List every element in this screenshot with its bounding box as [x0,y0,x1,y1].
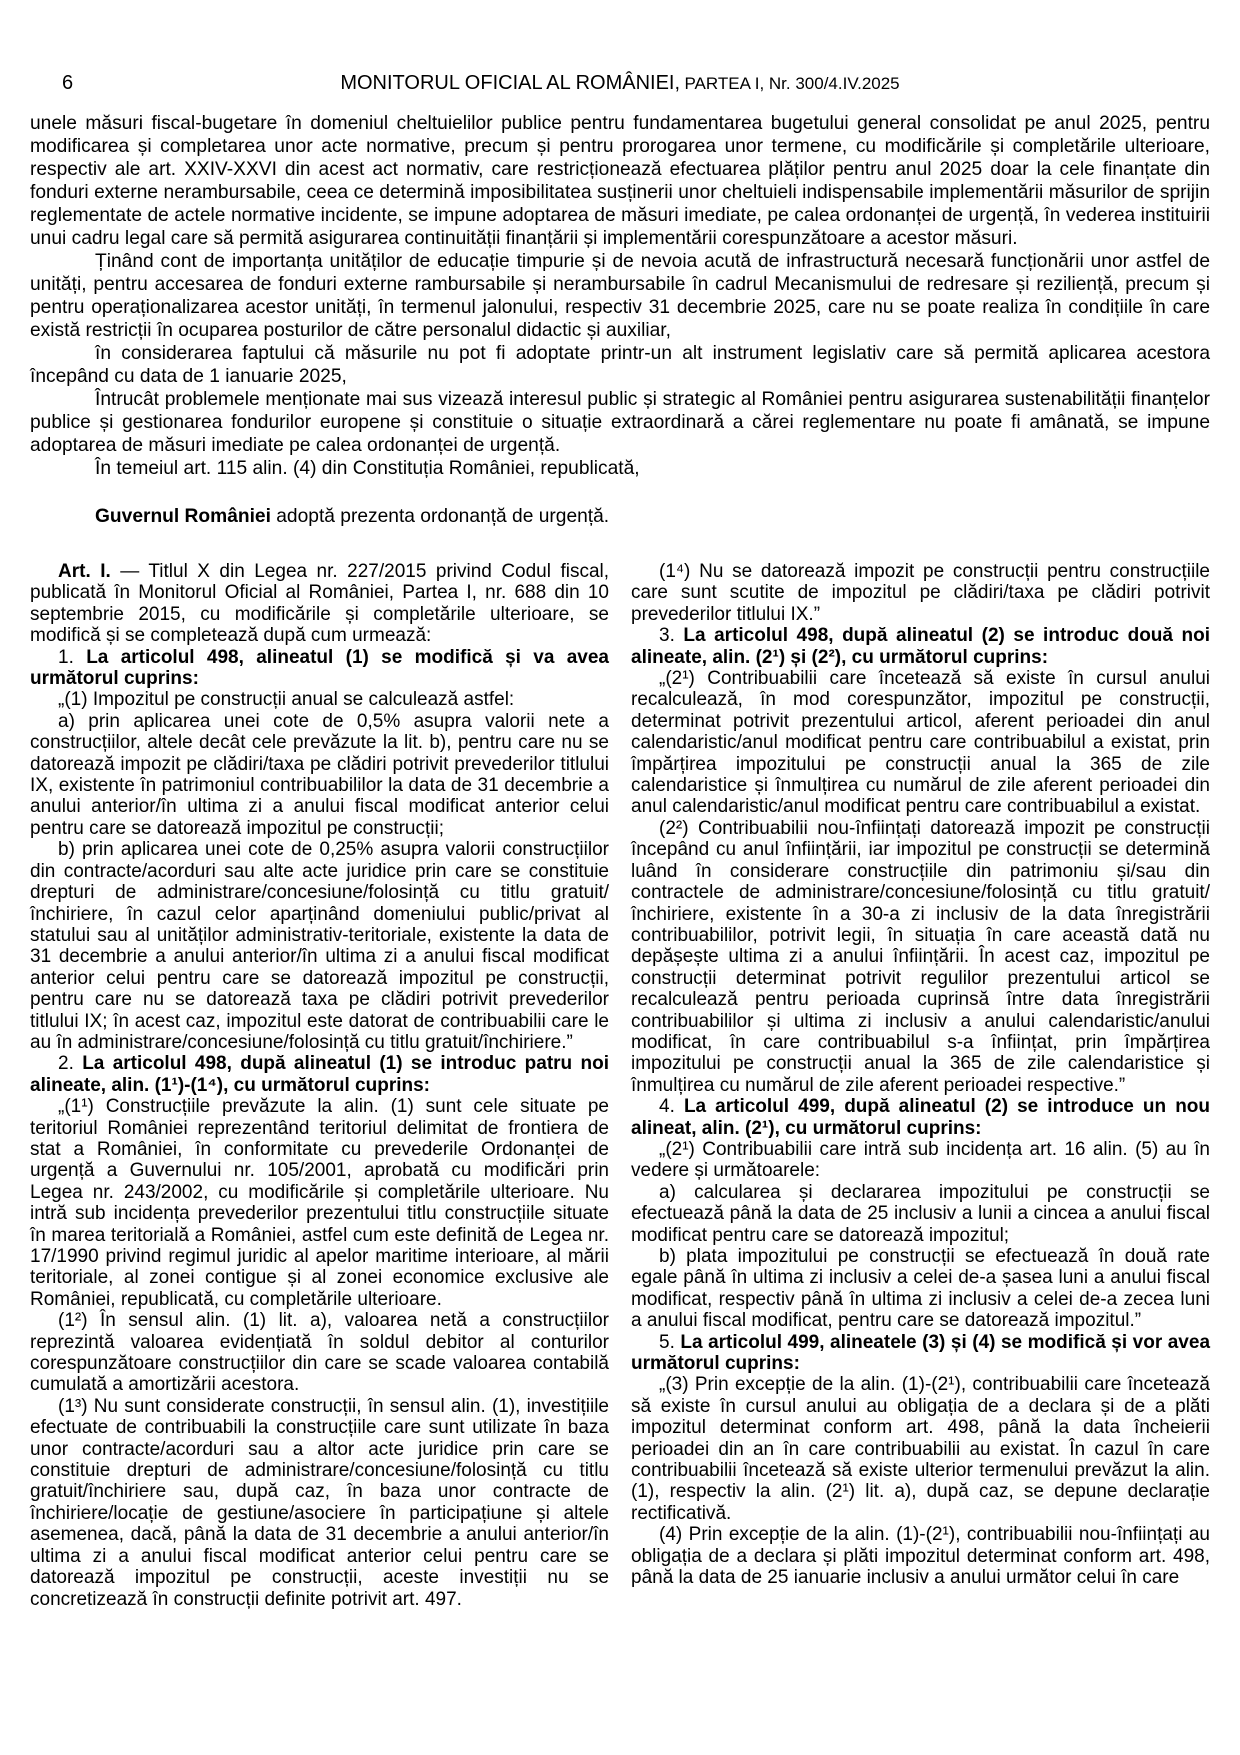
header-title: MONITORUL OFICIAL AL ROMÂNIEI, [340,72,681,94]
item-number: 1. [58,646,74,668]
page-number: 6 [62,72,74,94]
item-heading [30,1053,609,1096]
header-issue: PARTEA I, Nr. 300/4.IV.2025 [684,74,900,93]
paragraph: „(3) Prin excepție de la alin. (1)-(2¹), contribuabilii care încetează să existe în cursul anului au obligația de a declara și de a plăti impozitul determinat conform art. 498, până la data încheierii perioadei din an în care contribuabilii au existat. În cazul în care contribuabilii încetează să existe ulterior termenului prevăzut la alin. (1), respectiv la alin. (2¹) lit. a), după caz, se depune declarație rectificativă. [631,1374,1210,1524]
paragraph: a) prin aplicarea unei cote de 0,5% asupra valorii nete a construcțiilor, altele decât cele prevăzute la lit. b), pentru care nu se datorează impozit pe clădiri/taxa pe clădiri potrivit prevederilor titlului IX, existente în patrimoniul contribuabililor la data de 31 decembrie a anului anterior/în ultima zi a anului fiscal modificat anterior celui pentru care se datorează impozitul pe construcții; [30,710,609,839]
paragraph: a) calcularea și declararea impozitului pe construcții se efectuează până la data de 25 inclusiv a lunii a cincea a anului fiscal modificat pentru care se datorează impozitul; [631,1181,1210,1246]
right-column [631,561,1210,1610]
paragraph: (1³) Nu sunt considerate construcții, în sensul alin. (1), investițiile efectuate de contribuabili la construcțiile care sunt utilizate în baza unor contracte/acorduri sau a altor acte juridice prin care se constituie drepturi de administrare/concesiune/folosință cu titlu gratuit/închiriere sau, după caz, în baza unor contracte de închiriere/locație de gestiune/asociere în participațiune și altele asemenea, dacă, până la data de 31 decembrie a anului anterior/în ultima zi a anului fiscal modificat anterior celui pentru care se datorează impozitul pe construcții, aceste investiții nu se concretizează în construcții definite potrivit art. 497. [30,1395,609,1610]
item-text: La articolul 499, după alineatul (2) se introduce un nou alineat, alin. (2¹), cu următorul cuprins: [631,1096,1211,1139]
paragraph: „(1¹) Construcțiile prevăzute la alin. (1) sunt cele situate pe teritoriul României reprezentând teritoriul delimitat de frontiera de stat a României, în conformitate cu prevederile Ordonanței de urgență a Guvernului nr. 105/2001, aprobată cu modificări prin Legea nr. 243/2002, cu modificările și completările ulterioare. Nu intră sub incidența prevederilor prezentului titlu construcțiile situate în marea teritorială a României, astfel cum este definită de Legea nr. 17/1990 privind regimul juridic al apelor maritime interioare, al mării teritoriale, al zonei contigue și al zonei economice exclusive ale României, republicată, cu completările ulterioare. [30,1096,609,1310]
item-number: 3. [659,625,675,647]
item-heading [631,625,1210,668]
paragraph: „(2¹) Contribuabilii care încetează să existe în cursul anului recalculează, în mod corespunzător, impozitul pe construcții, determinat potrivit prezentului articol, aferent perioadei din anul calendaristic/anul modificat pentru care contribuabilul a existat, prin împărțirea impozitului pe construcții anual la 365 de zile calendaristice și înmulțirea cu numărul de zile aferent perioadei din anul calendaristic/anul modificat pentru care contribuabilul a existat. [631,668,1210,818]
enacting-clause [30,505,1210,528]
preamble-paragraph: Ținând cont de importanța unităților de educație timpurie și de nevoia acută de infrastructură necesară funcționării unor astfel de unități, pentru accesarea de fonduri externe rambursabile și nerambursabile în cadrul Mecanismului de redresare și reziliență, precum și pentru operaționalizarea acestor unități, în termenul jalonului, respectiv 31 decembrie 2025, care nu se poate realiza în condițiile în care există restricții în ocuparea posturilor de către personalul didactic și auxiliar, [30,251,1210,341]
paragraph: (4) Prin excepție de la alin. (1)-(2¹), contribuabilii nou-înființați au obligația de a declara și plăti impozitul determinat conform art. 498, până la data de 25 ianuarie inclusiv a anului următor celui în care [631,1524,1210,1589]
item-text: La articolul 498, după alineatul (2) se introduc două noi alineate, alin. (2¹) și (2²), cu următorul cuprins: [631,625,1211,668]
preamble-paragraph: În temeiul art. 115 alin. (4) din Constituția României, republicată, [95,458,640,479]
left-column [30,561,609,1610]
article-paragraph [30,561,609,647]
item-text: La articolul 498, după alineatul (1) se introduc patru noi alineate, alin. (1¹)-(1⁴), cu următorul cuprins: [30,1053,609,1096]
item-text: La articolul 498, alineatul (1) se modifică și va avea următorul cuprins: [30,646,609,690]
paragraph: „(2¹) Contribuabilii care intră sub incidența art. 16 alin. (5) au în vedere și următoarele: [631,1138,1210,1182]
article-label: Art. I. [58,561,111,582]
page-header [0,72,1240,95]
article-text: — Titlul X din Legea nr. 227/2015 privind Codul fiscal, publicată în Monitorul Oficial al României, Partea I, nr. 688 din 10 septembrie 2015, cu modificările și completările ulterioare, se modifică și se completează după cum urmează: [30,561,610,647]
preamble-paragraph: unele măsuri fiscal-bugetare în domeniul cheltuielilor publice pentru fundamentarea bugetului general consolidat pe anul 2025, pentru modificarea și completarea unor acte normative, precum și pentru prorogarea unor termene, cu modificările și completările ulterioare, respectiv ale art. XXIV-XXVI din acest act normativ, care restricționează efectuarea plăților pentru anul 2025 doar la cele finanțate din fonduri externe nerambursabile, ceea ce determină imposibilitatea susținerii unor cheltuieli indispensabile implementării măsurilor de sprijin reglementate de actele normative incidente, se impune adoptarea de măsuri imediate, pe calea ordonanței de urgență, în vederea instituirii unui cadru legal care să permită asigurarea continuității finanțării și implementării corespunzătoare a acestor măsuri. [30,113,1210,249]
preamble-paragraph: în considerarea faptului că măsurile nu pot fi adoptate printr-un alt instrument legislativ care să permită aplicarea acestora începând cu data de 1 ianuarie 2025, [30,343,1210,387]
item-number: 2. [58,1053,74,1075]
item-heading [631,1096,1210,1139]
preamble [30,112,1210,528]
paragraph: (2²) Contribuabilii nou-înființați datorează impozit pe construcții începând cu anul înființării, iar impozitul pe construcții se determină luând în considerare construcțiile din patrimoniu și/sau din contractele de administrare/concesiune/folosință cu titlu gratuit/închiriere, existente în a 30-a zi inclusiv de la data înregistrării contribuabililor, potrivit legii, în situația în care această dată nu depășește ultima zi a anului înființării. În acest caz, impozitul pe construcții determinat potrivit regulilor prezentului articol se recalculează pentru perioada cuprinsă între data înregistrării contribuabililor și ultima zi inclusiv a anului calendaristic/anului modificat, în care contribuabilul s-a înființat, prin împărțirea impozitului pe construcții anual la 365 de zile calendaristice și înmulțirea cu numărul de zile aferent perioadei respective.” [631,817,1210,1096]
paragraph: (1⁴) Nu se datorează impozit pe construcții pentru construcțiile care sunt scutite de impozitul pe clădiri/taxa pe clădiri potrivit prevederilor titlului IX.” [631,561,1210,625]
two-column-body [30,561,1210,1610]
paragraph: „(1) Impozitul pe construcții anual se calculează astfel: [58,689,515,711]
paragraph: b) prin aplicarea unei cote de 0,25% asupra valorii construcțiilor din contracte/acorduri sau alte acte juridice prin care se constituie drepturi de administrare/concesiune/folosință cu titlu gratuit/închiriere, în cazul celor aparținând domeniului public/privat al statului sau al unităților administrativ-teritoriale, existente la data de 31 decembrie a anului anterior/în ultima zi a anului fiscal modificat anterior celui pentru care se datorează impozitul pe construcții, pentru care nu se datorează taxa pe clădiri potrivit prevederilor titlului IX; în acest caz, impozitul este datorat de contribuabilii care le au în administrare/concesiune/folosință cu titlu gratuit/închiriere.” [30,839,609,1053]
enacting-text: adoptă prezenta ordonanță de urgență. [276,506,610,527]
preamble-paragraph: Întrucât problemele menționate mai sus vizează interesul public și strategic al României pentru asigurarea sustenabilității finanțelor publice și gestionarea fondurilor europene și constituie o situație extraordinară a cărei reglementare nu poate fi amânată, se impune adoptarea de măsuri imediate pe calea ordonanței de urgență. [30,389,1210,456]
item-number: 5. [659,1331,675,1353]
paragraph: b) plata impozitului pe construcții se efectuează în două rate egale până în ultima zi inclusiv a celei de-a șasea luni a anului fiscal modificat, respectiv până în ultima zi inclusiv a celei de-a zecea luni a anului fiscal modificat, pentru care se datorează impozitul.” [631,1246,1210,1332]
item-heading [30,647,609,690]
paragraph: (1²) În sensul alin. (1) lit. a), valoarea netă a construcțiilor reprezintă valoarea evidențiată în soldul debitor al conturilor corespunzătoare construcțiilor din care se scade valoarea contabilă cumulată a amortizării acestora. [30,1310,609,1396]
item-number: 4. [659,1096,675,1118]
item-text: La articolul 499, alineatele (3) și (4) se modifică și vor avea următorul cuprins: [631,1331,1211,1375]
government-name: Guvernul României [95,506,271,527]
item-heading [631,1332,1210,1375]
page-content [30,112,1210,1610]
